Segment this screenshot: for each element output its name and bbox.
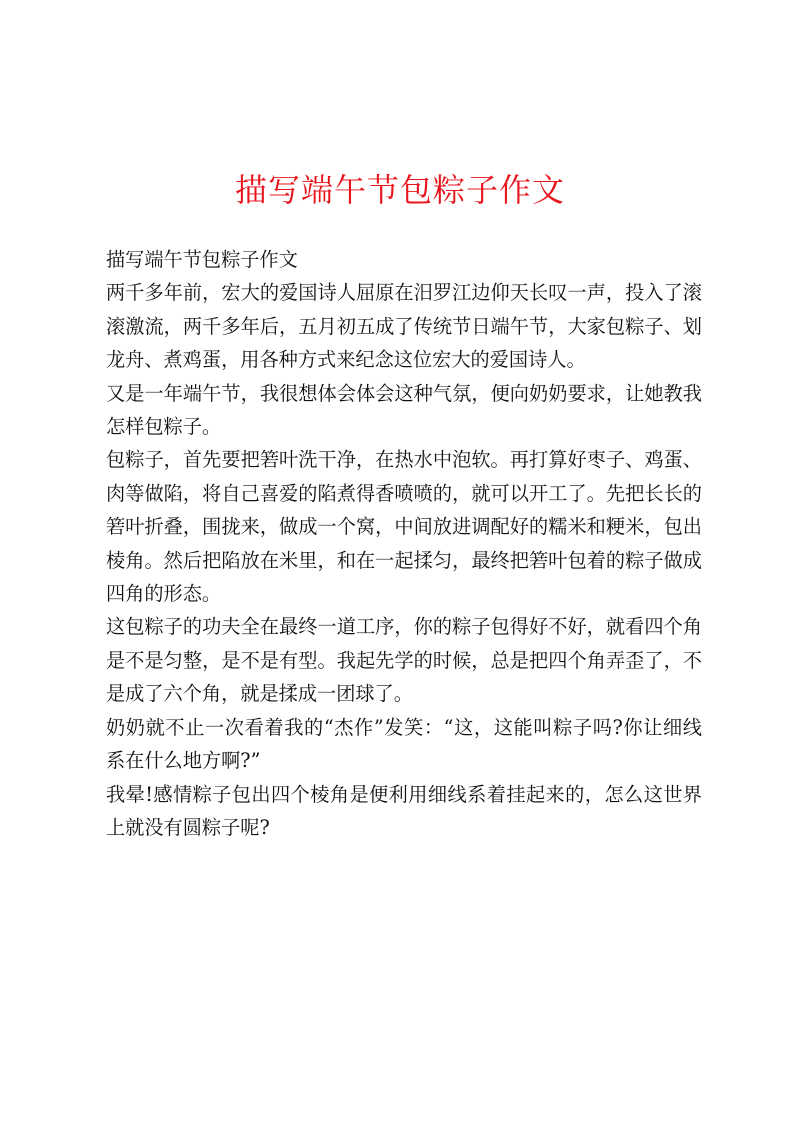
paragraph-grandma: 奶奶就不止一次看着我的“杰作”发笑：“这，这能叫粽子吗?你让细线系在什么地方啊?”: [106, 715, 702, 773]
paragraph-subtitle: 描写端午节包粽子作文: [106, 248, 298, 271]
paragraph-request: 又是一年端午节，我很想体会体会这种气氛，便向奶奶要求，让她教我怎样包粽子。: [106, 381, 702, 439]
paragraph-method: 包粽子，首先要把箬叶洗干净，在热水中泡软。再打算好枣子、鸡蛋、肉等做陷，将自己喜爱的陷煮得香喷喷的，就可以开工了。先把长长的箬叶折叠，围拢来，做成一个窝，中间放进调配好的糯米和粳米，包出棱角。然后把陷放在米里，和在一起揉匀，最终把箬叶包着的粽子做成四角的形态。: [106, 448, 702, 606]
document-body: [106, 243, 702, 844]
paragraph-intro: 两千多年前，宏大的爱国诗人屈原在汨罗江边仰天长叹一声，投入了滚滚激流，两千多年后，五月初五成了传统节日端午节，大家包粽子、划龙舟、煮鸡蛋，用各种方式来纪念这位宏大的爱国诗人。: [106, 281, 702, 372]
paragraph-ending: 我晕!感情粽子包出四个棱角是便利用细线系着挂起来的，怎么这世界上就没有圆粽子呢?: [106, 782, 702, 839]
paragraph-skill: 这包粽子的功夫全在最终一道工序，你的粽子包得好不好，就看四个角是不是匀整，是不是有型。我起先学的时候，总是把四个角弄歪了，不是成了六个角，就是揉成一团球了。: [106, 615, 702, 706]
document-title: 描写端午节包粽子作文: [234, 171, 565, 209]
